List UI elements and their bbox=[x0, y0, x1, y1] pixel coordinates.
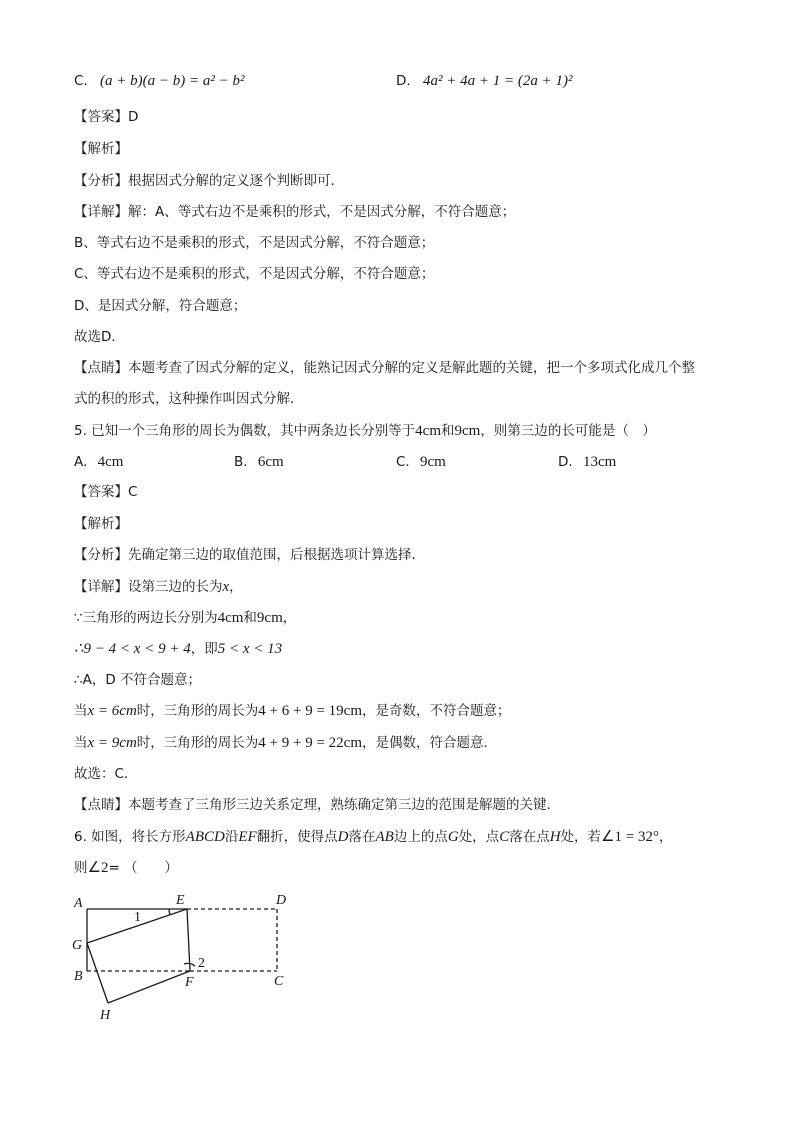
q5-case2 bbox=[74, 734, 497, 752]
geometry-figure bbox=[70, 888, 310, 1028]
option-d-expression: 4a² + 4a + 1 = (2a + 1)² bbox=[422, 73, 573, 89]
q4-comment-line2: 式的积的形式，这种操作叫因式分解． bbox=[74, 391, 304, 407]
option-value: 6cm bbox=[257, 454, 284, 470]
q5-because-end: ， bbox=[282, 610, 297, 626]
q5-stem-text: 5. 已知一个三角形的周长为偶数，其中两条边长分别等于 bbox=[74, 423, 416, 439]
q6-text: 处，点 bbox=[458, 829, 500, 845]
label-angle1: 1 bbox=[134, 910, 141, 925]
q6-text: 边上的点 bbox=[393, 829, 448, 845]
q5-ad-exclusion: ∴A，D 不符合题意； bbox=[74, 672, 202, 688]
q5-therefore bbox=[74, 640, 282, 658]
q5-case2-text2: 时，三角形的周长为 bbox=[136, 735, 259, 751]
option-label: C. bbox=[396, 454, 410, 470]
q5-because-9cm: 9cm bbox=[256, 610, 283, 626]
q5-option-a bbox=[74, 453, 123, 471]
q5-analysis: 【分析】先确定第三边的取值范围，后根据选项计算选择． bbox=[74, 547, 425, 563]
q5-stem-end: ，则第三边的长可能是（ ） bbox=[480, 423, 656, 439]
label-h: H bbox=[100, 1008, 111, 1023]
q6-point-g: G bbox=[447, 829, 459, 845]
q5-case1-text2: 时，三角形的周长为 bbox=[136, 703, 259, 719]
label-e: E bbox=[176, 893, 185, 908]
q6-fold-line: EF bbox=[238, 829, 257, 845]
q5-detail bbox=[74, 578, 243, 596]
q5-because-and: 和 bbox=[243, 610, 257, 626]
q5-because bbox=[74, 609, 296, 627]
segment-ef bbox=[187, 909, 190, 971]
q5-option-b bbox=[234, 453, 284, 471]
q6-text: 落在点 bbox=[509, 829, 550, 845]
option-c-expression: (a + b)(a − b) = a² − b² bbox=[100, 73, 245, 89]
q5-case1-text: 当 bbox=[74, 703, 88, 719]
option-label: D. bbox=[396, 73, 411, 89]
segment-hg bbox=[87, 943, 108, 1003]
q5-case2-end: ，是偶数，符合题意． bbox=[362, 735, 497, 751]
q5-case1-sum: 4 + 6 + 9 = 19cm bbox=[258, 703, 362, 719]
q6-stem-line2 bbox=[74, 859, 178, 877]
q5-option-d bbox=[558, 453, 616, 471]
q4-analysis-title: 【解析】 bbox=[74, 141, 128, 157]
q5-because-4cm: 4cm bbox=[217, 610, 244, 626]
q6-stem-line1 bbox=[74, 828, 672, 846]
q6-blank: = （ ） bbox=[108, 860, 179, 876]
q6-point-h: H bbox=[549, 829, 561, 845]
q6-angle1: ∠1 = 32° bbox=[601, 829, 659, 845]
option-value: 9cm bbox=[420, 454, 446, 470]
q5-therefore-mid: ，即 bbox=[190, 641, 218, 657]
q4-detail: 【详解】解：A、等式右边不是乘积的形式，不是因式分解，不符合题意； bbox=[74, 204, 516, 220]
q6-text: 则 bbox=[74, 860, 88, 876]
q5-detail-text: 【详解】设第三边的长为 bbox=[74, 579, 223, 595]
label-f: F bbox=[185, 975, 194, 990]
q5-conclusion: 故选：C． bbox=[74, 766, 138, 782]
q5-inequality: ∴9 − 4 < x < 9 + 4 bbox=[74, 641, 191, 657]
q6-text: 落在 bbox=[348, 829, 376, 845]
q4-analysis: 【分析】根据因式分解的定义逐个判断即可． bbox=[74, 173, 344, 189]
label-g: G bbox=[72, 938, 83, 953]
q6-text: 翻折，使得点 bbox=[256, 829, 338, 845]
q5-stem-4cm: 4cm bbox=[415, 423, 441, 439]
q5-inequality-simplified: 5 < x < 13 bbox=[217, 641, 283, 657]
q5-detail-end: ， bbox=[229, 579, 243, 595]
option-label: C. bbox=[74, 73, 88, 89]
q5-answer: 【答案】C bbox=[74, 484, 138, 500]
q4-option-d bbox=[396, 72, 572, 90]
label-angle2: 2 bbox=[198, 956, 205, 971]
segment-fh bbox=[108, 971, 190, 1003]
option-label: A. bbox=[74, 454, 88, 470]
q6-side-ab: AB bbox=[375, 829, 394, 845]
q6-text: 6. 如图，将长方形 bbox=[74, 829, 186, 845]
q5-case1 bbox=[74, 702, 511, 720]
option-value: 4cm bbox=[97, 454, 124, 470]
q4-comment-line1: 【点睛】本题考查了因式分解的定义，能熟记因式分解的定义是解此题的关键，把一个多项式化成几个整 bbox=[74, 360, 695, 376]
q4-conclusion: 故选D． bbox=[74, 329, 125, 345]
q6-point-d: D bbox=[337, 829, 349, 845]
label-b: B bbox=[74, 969, 83, 984]
option-value: 13cm bbox=[582, 454, 617, 470]
q5-comment: 【点睛】本题考查了三角形三边关系定理，熟练确定第三边的范围是解题的关键． bbox=[74, 797, 560, 813]
q6-angle2: ∠2 bbox=[87, 860, 109, 876]
q4-detail-c: C、等式右边不是乘积的形式，不是因式分解，不符合题意； bbox=[74, 266, 435, 282]
q6-point-c: C bbox=[499, 829, 510, 845]
option-label: D. bbox=[558, 454, 573, 470]
q5-case2-expr: x = 9cm bbox=[87, 735, 137, 751]
q5-stem bbox=[74, 422, 656, 440]
q4-answer: 【答案】D bbox=[74, 109, 139, 125]
q6-text: 处，若 bbox=[560, 829, 602, 845]
q4-option-c bbox=[74, 72, 244, 90]
q6-rect: ABCD bbox=[185, 829, 225, 845]
q5-option-c bbox=[396, 453, 446, 471]
q5-analysis-title: 【解析】 bbox=[74, 516, 128, 532]
q5-stem-and: 和 bbox=[441, 423, 455, 439]
q4-detail-b: B、等式右边不是乘积的形式，不是因式分解，不符合题意； bbox=[74, 235, 435, 251]
angle1-arc bbox=[169, 909, 170, 915]
q5-case2-sum: 4 + 9 + 9 = 22cm bbox=[258, 735, 362, 751]
q4-detail-d: D、是因式分解，符合题意； bbox=[74, 298, 247, 314]
q5-detail-var: x bbox=[222, 579, 230, 595]
q5-case1-expr: x = 6cm bbox=[87, 703, 137, 719]
label-d: D bbox=[276, 893, 287, 908]
option-label: B. bbox=[234, 454, 248, 470]
q5-because-text: ∵三角形的两边长分别为 bbox=[74, 610, 218, 626]
q5-case1-end: ，是奇数，不符合题意； bbox=[362, 703, 511, 719]
q5-case2-text: 当 bbox=[74, 735, 88, 751]
label-c: C bbox=[274, 974, 284, 989]
label-a: A bbox=[74, 896, 83, 911]
q6-text: ， bbox=[658, 829, 673, 845]
q6-text: 沿 bbox=[224, 829, 239, 845]
q5-stem-9cm: 9cm bbox=[454, 423, 481, 439]
